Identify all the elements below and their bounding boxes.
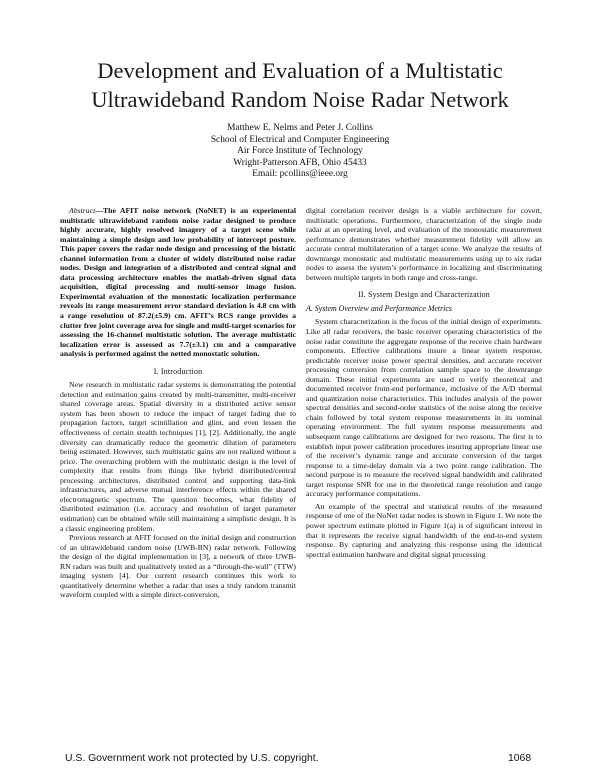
left-column [60, 206, 296, 600]
abstract-paragraph: Abstract—The AFIT noise network (NoNET) is an experimental multistatic ultrawideband random noise radar designed to produce highly accurate, highly resolved imagery of a target scene while maintaining a simple design and low probability of intercept posture. This paper covers the radar node design and processing of the bistatic channel information from a cluster of widely distributed noise radar nodes. Design and integration of a distributed and central signal and data processing architecture enables the matlab-driven signal data acquisition, digital processing and multi-sensor image fusion. Experimental evaluation of the monostatic localization performance reveals its range measurement error standard deviation is 4.8 cm with a range resolution of 87.2(±5.9) cm. AFIT’s RCS range provides a clutter free joint coverage area for single and multi-target scenarios for assessing the 16-channel multistatic solution. The average multistatic localization error is assessed as 7.7(±3.1) cm and a comparative analysis is performed against the netted monostatic solution. [60, 206, 296, 359]
page-number: 1068 [508, 753, 532, 764]
affiliation-school: School of Electrical and Computer Engineering [210, 134, 390, 145]
author-email: Email: pcollins@ieee.org [252, 169, 348, 180]
author-names: Matthew E. Nelms and Peter J. Collins [227, 123, 373, 133]
author-block [0, 123, 600, 181]
intro-paragraph-2: Previous research at AFIT focused on the initial design and construction of an ultrawideband random noise (UWB-RN) radar network. Following the design of the digital implementation in [3], a network of three UWB-RN radars was built and qualitatively tested as a “through-the-wall” (TTW) imaging system [4]. Our current research continues this work to quantitatively determine whether a radar that uses a truly random transmit waveform coupled with a simple direct-conversion, [60, 533, 296, 600]
title-line-2: Ultrawideband Random Noise Radar Network [91, 87, 509, 112]
intro-paragraph-continued: digital correlation receiver design is a viable architecture for covert, multistatic operations. Furthermore, characterization of the single node radar at an operating level, and evaluation of the monostatic measurement performance demonstrates whether measurement fidelity will allow an accurate central multilateration of a target scene. We analyze the results of downrange monostatic and multistatic measurements using up to six radar nodes to assess the system’s performance in localizing and discriminating between multiple targets in both range and cross-range. [306, 206, 542, 282]
section-heading-system-design: II. System Design and Characterization [358, 290, 490, 300]
subsection-heading-overview: A. System Overview and Performance Metrics [306, 303, 452, 313]
right-column [306, 206, 542, 559]
abstract-label: Abstract [69, 206, 96, 215]
system-paragraph-1: System characterization is the focus of the initial design of experiments. Like all radar receivers, the basic receiver operating characteristics of the noise radar constitute the aggregate response of the receive chain hardware components. Effective calibrations insure a linear system response, predictable receiver noise power spectral densities, and accurate receiver processing conversion from correlation sample space to the downrange domain. These initial experiments are used to verify theoretical and documented receiver front-end performance, inclusive of the A/D thermal and quantization noise characteristics. This includes analysis of the power spectral densities and second-order statistics of the noise along the receive chain followed by total system response measurements in its nominal operating environment. The full system response measurements and subsequent range calibrations are designed for two reasons. The first is to establish input power calibration procedures insuring appropriate linear use of the receiver’s dynamic range and accurate conversion of the target response to a time-delay domain via a two point range calibration. The second purpose is to measure the received signal bandwidth and calibrated target response SNR for use in the theoretical range resolution and range accuracy performance computations. [306, 317, 542, 499]
system-paragraph-2: An example of the spectral and statistical results of the measured response of one of the NoNet radar nodes is shown in Figure 1. We note the power spectrum estimate plotted in Figure 1(a) is of significant interest in that it represents the receive signal bandwidth of the end-to-end system response. By capturing and analyzing this response using the identical spectral estimation hardware and digital signal processing [306, 501, 542, 559]
affiliation-institute: Air Force Institute of Technology [237, 146, 363, 157]
section-heading-introduction: I. Introduction [153, 366, 203, 376]
copyright-notice: U.S. Government work not protected by U.S. copyright. [65, 753, 319, 764]
intro-paragraph-1: New research in multistatic radar systems is demonstrating the potential detection and estimation gains created by multi-transmitter, multi-receiver shared coverage areas. Spatial diversity in a distributed active sensor system has been shown to reduce the impact of target fading due to propagation factors, target scintillation and glint, and even lessen the effectiveness of certain stealth techniques [1], [2]. Additionally, the angle diversity can dramatically reduce the geometric dilution of parameters being estimated. However, such multistatic gains are not realized without a price. The overarching problem with the multistatic design is the level of complexity that results from things like hybrid distributed/central processing architectures, distributed control and supporting data-link infrastructures, and adverse mutual interference effects within the shared electromagnetic spectrum. The question becomes, what fidelity of distributed estimation (i.e. accuracy and resolution of target parameter estimation) can be obtained while still maintaining a simplistic design. It is a classic engineering problem. [60, 380, 296, 533]
paper-title [0, 56, 600, 114]
title-line-1: Development and Evaluation of a Multistatic [97, 58, 503, 83]
affiliation-address: Wright-Patterson AFB, Ohio 45433 [233, 157, 367, 168]
abstract-text: The AFIT noise network (NoNET) is an experimental multistatic ultrawideband random noise radar designed to produce highly accurate, highly resolved imagery of a target scene while maintaining a simple design and low probability of intercept posture. This paper covers the radar node design and processing of the bistatic channel information from a cluster of widely distributed noise radar nodes. Design and integration of a distributed and central signal and data processing architecture enables the matlab-driven signal data acquisition, digital processing and multi-sensor image fusion. Experimental evaluation of the monostatic localization performance reveals its range measurement error standard deviation is 4.8 cm with a range resolution of 87.2(±5.9) cm. AFIT’s RCS range provides a clutter free joint coverage area for single and multi-target scenarios for assessing the 16-channel multistatic solution. The average multistatic localization error is assessed as 7.7(±3.1) cm and a comparative analysis is performed against the netted monostatic solution. [60, 206, 296, 359]
